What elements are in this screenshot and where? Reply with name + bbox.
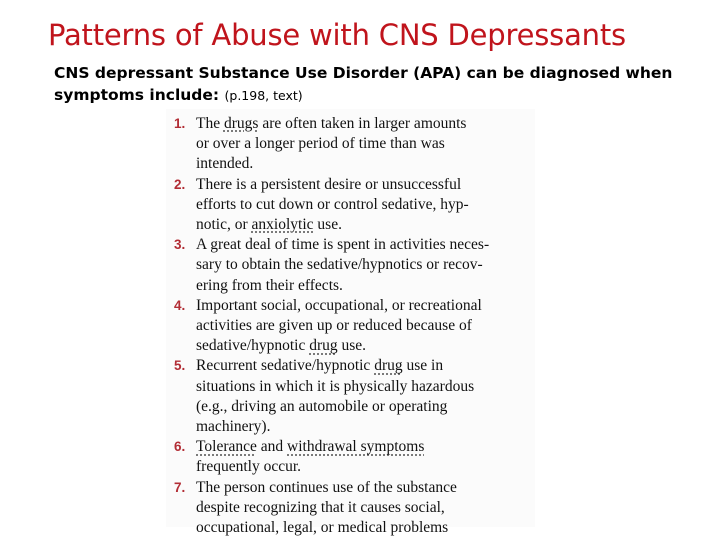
criterion-number: 6. xyxy=(174,439,186,455)
criterion-item xyxy=(166,296,535,357)
underlined-term: drugs xyxy=(223,115,259,132)
criterion-line xyxy=(196,518,527,538)
line-text: and xyxy=(256,438,288,456)
criterion-number: 4. xyxy=(174,297,186,313)
criterion-line xyxy=(196,235,527,255)
criterion-line xyxy=(196,154,527,174)
line-text: or over a longer period of time than was xyxy=(196,135,445,153)
criterion-line xyxy=(196,316,527,336)
criterion-number: 2. xyxy=(174,176,186,192)
criterion-number: 3. xyxy=(174,237,186,253)
line-text: notic, or xyxy=(196,216,252,234)
criterion-line xyxy=(196,377,527,397)
intro-text xyxy=(54,62,694,107)
underlined-term: Tolerance xyxy=(196,438,257,456)
criterion-line xyxy=(196,437,527,457)
line-text: Important social, occupational, or recreational xyxy=(196,296,482,314)
criterion-line xyxy=(196,417,527,437)
underlined-term: anxiolytic xyxy=(251,216,314,234)
line-text: machinery). xyxy=(196,418,271,436)
line-text: sary to obtain the sedative/hypnotics or recov- xyxy=(196,256,483,274)
criterion-line xyxy=(196,276,527,296)
line-text: Recurrent sedative/hypnotic xyxy=(196,357,375,375)
line-text: (e.g., driving an automobile or operating xyxy=(196,397,448,415)
line-text: occupational, legal, or medical problems xyxy=(196,519,449,537)
criterion-line xyxy=(196,498,527,518)
underlined-term: drug xyxy=(374,357,403,375)
criterion-number: 7. xyxy=(174,479,186,495)
intro-statement: CNS depressant Substance Use Disorder (APA) can be diagnosed when symptoms include: xyxy=(54,64,673,104)
line-text: A great deal of time is spent in activities neces- xyxy=(196,236,490,254)
criteria-list xyxy=(166,109,535,538)
criterion-item xyxy=(166,437,535,477)
line-text: use. xyxy=(337,337,367,355)
line-text: sedative/hypnotic xyxy=(196,337,310,355)
criterion-item xyxy=(166,175,535,236)
line-text: use in xyxy=(402,357,444,375)
criterion-line xyxy=(196,215,527,235)
line-text: are often taken in larger amounts xyxy=(258,115,467,132)
criterion-line xyxy=(196,397,527,417)
criterion-item xyxy=(166,114,535,175)
underlined-term: withdrawal symptoms xyxy=(287,438,425,456)
criterion-line xyxy=(196,255,527,275)
line-text: There is a persistent desire or unsuccessful xyxy=(196,175,462,193)
line-text: ering from their effects. xyxy=(196,276,343,294)
criteria-excerpt xyxy=(166,109,535,537)
criterion-line xyxy=(196,457,527,477)
criterion-number: 1. xyxy=(174,116,186,131)
criterion-line xyxy=(196,114,527,134)
criterion-line xyxy=(196,175,527,195)
criterion-line xyxy=(196,134,527,154)
criterion-item xyxy=(166,478,535,539)
criterion-line xyxy=(196,296,527,316)
page-citation: (p.198, text) xyxy=(224,88,303,103)
line-text: The person continues use of the substance xyxy=(196,478,457,496)
line-text: activities are given up or reduced because of xyxy=(196,317,472,335)
criterion-line xyxy=(196,336,527,356)
line-text: frequently occur. xyxy=(196,458,302,476)
criterion-line xyxy=(196,356,527,376)
criterion-line xyxy=(196,195,527,215)
line-text: situations in which it is physically hazardous xyxy=(196,377,475,395)
criterion-number: 5. xyxy=(174,358,186,374)
line-text: despite recognizing that it causes social, xyxy=(196,498,445,516)
line-text: The xyxy=(196,115,224,132)
criterion-line xyxy=(196,478,527,498)
line-text: intended. xyxy=(196,155,254,173)
line-text: efforts to cut down or control sedative, hyp- xyxy=(196,195,469,213)
criterion-item xyxy=(166,356,535,437)
line-text: use. xyxy=(313,216,342,234)
underlined-term: drug xyxy=(309,337,338,355)
slide-title: Patterns of Abuse with CNS Depressants xyxy=(48,18,626,52)
criterion-item xyxy=(166,235,535,296)
